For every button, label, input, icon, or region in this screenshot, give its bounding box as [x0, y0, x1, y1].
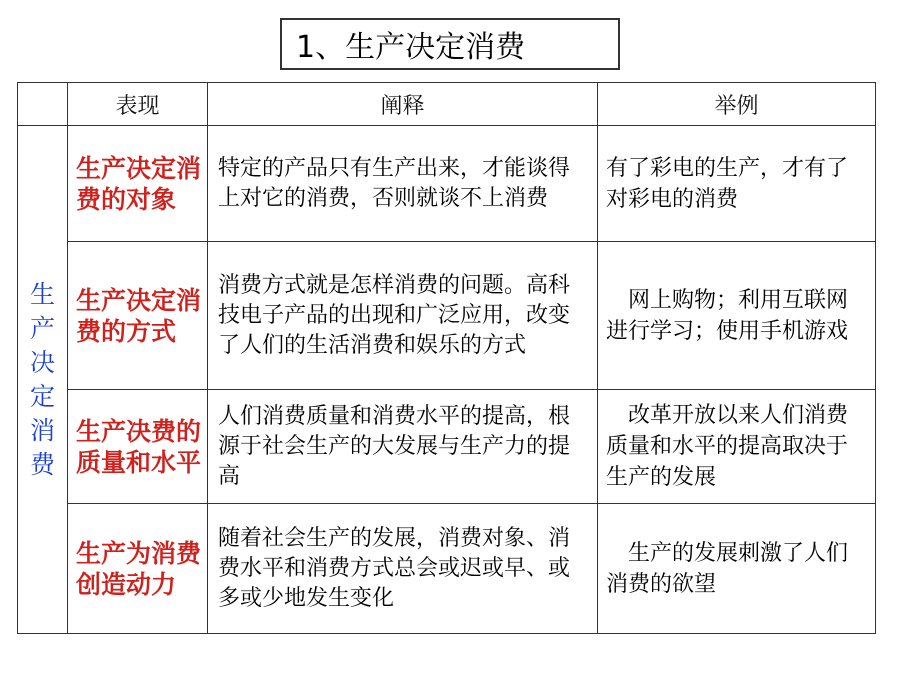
main-category-cell [18, 126, 68, 634]
explanation-cell: 随着社会生产的发展，消费对象、消费水平和消费方式总会或迟或早、或多或少地发生变化 [208, 504, 598, 634]
table-row [18, 126, 876, 242]
main-category-char: 费 [29, 449, 55, 479]
table-row [18, 390, 876, 504]
table-row [18, 242, 876, 390]
header-cell-explanation: 阐释 [208, 83, 598, 126]
topic-cell: 生产决费的质量和水平 [68, 390, 208, 504]
table-row [18, 504, 876, 634]
explanation-cell: 消费方式就是怎样消费的问题。高科技电子产品的出现和广泛应用，改变了人们的生活消费和娱乐的方式 [208, 242, 598, 390]
page-title: 1、生产决定消费 [280, 18, 620, 70]
main-category-char: 定 [29, 381, 55, 411]
main-category-char: 消 [29, 415, 55, 445]
topic-cell: 生产决定消费的方式 [68, 242, 208, 390]
example-cell: 改革开放以来人们消费质量和水平的提高取决于生产的发展 [598, 390, 876, 504]
header-cell-empty [18, 83, 68, 126]
topic-cell: 生产为消费创造动力 [68, 504, 208, 634]
example-cell: 生产的发展刺激了人们消费的欲望 [598, 504, 876, 634]
content-table [17, 82, 876, 634]
table-header-row [18, 83, 876, 126]
main-category-char: 生 [29, 279, 55, 309]
explanation-cell: 特定的产品只有生产出来，才能谈得上对它的消费，否则就谈不上消费 [208, 126, 598, 242]
header-cell-manifestation: 表现 [68, 83, 208, 126]
example-cell: 有了彩电的生产，才有了对彩电的消费 [598, 126, 876, 242]
topic-cell: 生产决定消费的对象 [68, 126, 208, 242]
example-cell: 网上购物；利用互联网进行学习；使用手机游戏 [598, 242, 876, 390]
explanation-cell: 人们消费质量和消费水平的提高，根源于社会生产的大发展与生产力的提高 [208, 390, 598, 504]
main-category-char: 决 [29, 347, 55, 377]
main-category-char: 产 [29, 313, 55, 343]
header-cell-example: 举例 [598, 83, 876, 126]
